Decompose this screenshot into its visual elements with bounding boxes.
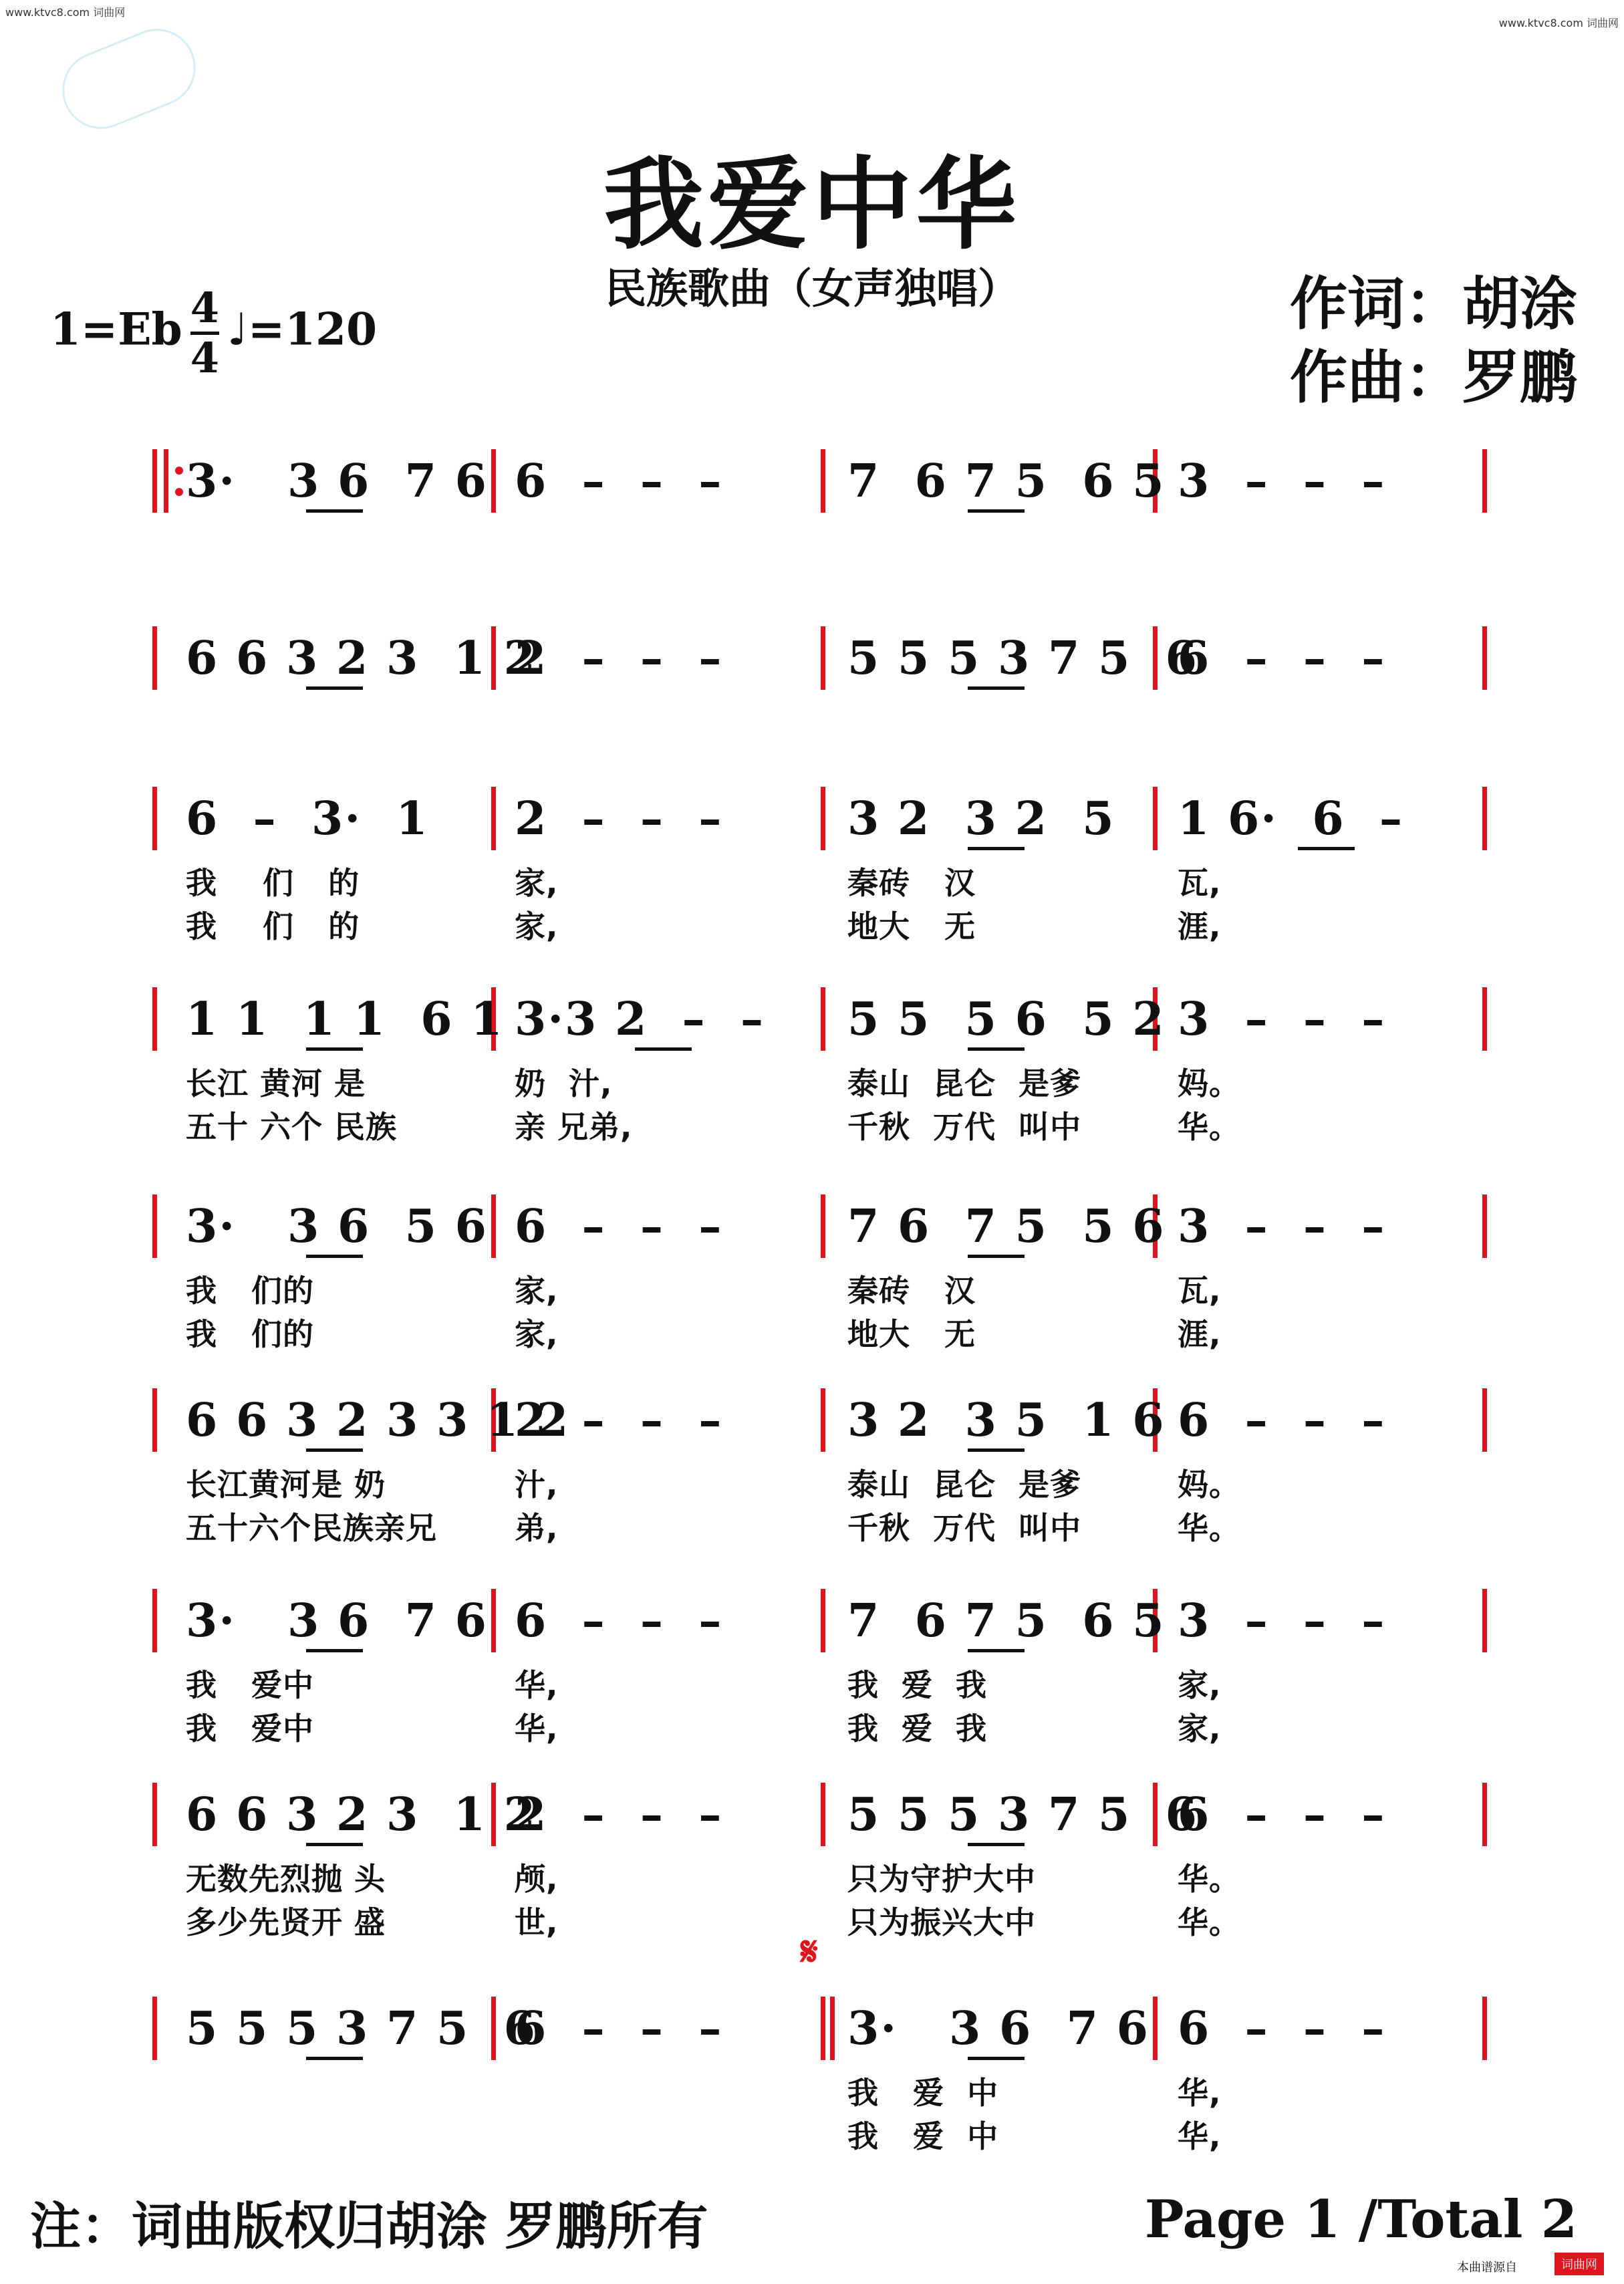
measure-notes: 3· 3 6 7 6 xyxy=(847,2002,1149,2055)
lyric-line: 我 爱 中 xyxy=(847,2075,999,2111)
logo-watermark xyxy=(51,17,207,141)
beam-underline xyxy=(306,1047,363,1051)
barline xyxy=(1482,626,1487,690)
measure-notes: 3 – – – xyxy=(1178,455,1386,508)
site-watermark-left: www.ktvc8.com 词曲网 xyxy=(5,6,126,19)
double-barline xyxy=(830,1997,835,2060)
page-indicator: Page 1 /Total 2 xyxy=(1144,2189,1577,2250)
lyric-line: 妈。 xyxy=(1178,1467,1240,1503)
barline xyxy=(152,1388,157,1452)
measure-notes: 7 6 7 5 5 6 xyxy=(847,1200,1166,1253)
measure-notes: 5 5 5 3 7 5 6 xyxy=(847,1788,1198,1842)
beam-underline xyxy=(968,2057,1025,2060)
lyric-line: 我 爱 我 xyxy=(847,1710,988,1747)
barline xyxy=(1482,1388,1487,1452)
segno-sign: 𝄋 xyxy=(801,1928,818,1975)
time-top: 4 xyxy=(190,283,219,332)
measure-notes: 6 6 3 2 3 1 2 xyxy=(186,632,537,685)
lyric-line: 秦砖 汉 xyxy=(847,1273,976,1309)
barline xyxy=(1153,787,1158,850)
measure-notes: 3·3 2 – – xyxy=(515,993,765,1046)
tempo-marking: ♩=120 xyxy=(227,303,378,356)
barline xyxy=(1482,1783,1487,1846)
key-label: 1=Eb xyxy=(50,303,182,356)
lyric-line: 我 爱中 xyxy=(186,1710,315,1747)
lyric-line: 家, xyxy=(515,865,559,901)
beam-underline xyxy=(1298,847,1355,850)
beam-underline xyxy=(306,2057,363,2060)
beam-underline xyxy=(968,1649,1025,1652)
lyric-line: 华, xyxy=(515,1710,559,1747)
site-watermark-right: www.ktvc8.com 词曲网 xyxy=(1498,17,1619,29)
lyric-line: 我 们 的 xyxy=(186,908,360,944)
barline xyxy=(821,787,825,850)
barline xyxy=(1482,449,1487,513)
barline xyxy=(152,1589,157,1652)
measure-notes: 3 – – – xyxy=(1178,1594,1386,1648)
lyric-line: 五十六个民族亲兄 xyxy=(186,1510,437,1546)
measure-notes: 6 – – – xyxy=(1178,1394,1386,1447)
measure-notes: 5 5 5 3 7 5 6 xyxy=(186,2002,537,2055)
barline xyxy=(821,1388,825,1452)
lyric-line: 长江 黄河 是 xyxy=(186,1065,366,1102)
barline xyxy=(821,1589,825,1652)
beam-underline xyxy=(306,1843,363,1846)
barline xyxy=(152,626,157,690)
barline xyxy=(152,1997,157,2060)
repeat-dot xyxy=(175,467,183,475)
lyric-line: 华。 xyxy=(1178,1510,1240,1546)
barline xyxy=(1482,1997,1487,2060)
barline xyxy=(1482,987,1487,1051)
beam-underline xyxy=(968,847,1025,850)
measure-notes: 6 6 3 2 3 1 2 xyxy=(186,1788,537,1842)
lyric-line: 无数先烈抛 头 xyxy=(186,1861,386,1897)
lyric-line: 汁, xyxy=(515,1467,559,1503)
barline xyxy=(821,1194,825,1258)
beam-underline xyxy=(968,1047,1025,1051)
barline xyxy=(152,1783,157,1846)
repeat-dot xyxy=(175,488,183,496)
barline xyxy=(1153,1997,1158,2060)
lyric-line: 家, xyxy=(515,1316,559,1352)
measure-notes: 6 – – – xyxy=(515,455,723,508)
source-label: 本曲谱源自 xyxy=(1457,2261,1517,2275)
beam-underline xyxy=(968,1255,1025,1258)
lyric-line: 我 爱 我 xyxy=(847,1667,988,1703)
lyric-line: 世, xyxy=(515,1904,559,1940)
barline xyxy=(491,787,496,850)
barline xyxy=(491,1194,496,1258)
measure-notes: 3 – – – xyxy=(1178,993,1386,1046)
measure-notes: 2 – – – xyxy=(515,792,723,846)
lyric-line: 千秋 万代 叫中 xyxy=(847,1109,1082,1145)
measure-notes: 5 5 5 3 7 5 6 xyxy=(847,632,1198,685)
barline xyxy=(1482,1589,1487,1652)
barline xyxy=(1482,1194,1487,1258)
song-subtitle: 民族歌曲（女声独唱） xyxy=(604,264,1019,313)
measure-notes: 6 – – – xyxy=(515,2002,723,2055)
measure-notes: 2 – – – xyxy=(515,632,723,685)
barline xyxy=(821,1783,825,1846)
lyric-line: 地大 无 xyxy=(847,1316,976,1352)
lyric-line: 家, xyxy=(1178,1710,1222,1747)
lyric-line: 颅, xyxy=(515,1861,559,1897)
song-title: 我爱中华 xyxy=(603,147,1021,263)
beam-underline xyxy=(306,509,363,513)
lyric-line: 华。 xyxy=(1178,1861,1240,1897)
barline xyxy=(821,449,825,513)
beam-underline xyxy=(306,1255,363,1258)
measure-notes: 3 – – – xyxy=(1178,1200,1386,1253)
measure-notes: 1 6· 6 – xyxy=(1178,792,1403,846)
lyric-line: 只为守护大中 xyxy=(847,1861,1036,1897)
measure-notes: 2 – – – xyxy=(515,1788,723,1842)
beam-underline xyxy=(968,686,1025,690)
lyric-line: 泰山 昆仑 是爹 xyxy=(847,1467,1082,1503)
time-bottom: 4 xyxy=(190,334,219,382)
measure-notes: 3 2 3 2 5 xyxy=(847,792,1115,846)
measure-notes: 3 2 3 5 1 6 xyxy=(847,1394,1166,1447)
measure-notes: 3· 3 6 7 6 xyxy=(186,455,488,508)
lyric-line: 泰山 昆仑 是爹 xyxy=(847,1065,1082,1102)
lyric-line: 家, xyxy=(1178,1667,1222,1703)
measure-notes: 1 1 1 1 6 1 xyxy=(186,993,504,1046)
lyric-line: 家, xyxy=(515,908,559,944)
barline xyxy=(491,449,496,513)
barline xyxy=(152,787,157,850)
measure-notes: 6 – – – xyxy=(1178,1788,1386,1842)
lyric-line: 我 爱 中 xyxy=(847,2118,999,2154)
barline xyxy=(821,987,825,1051)
beam-underline xyxy=(968,509,1025,513)
lyric-line: 妈。 xyxy=(1178,1065,1240,1102)
lyric-line: 华, xyxy=(515,1667,559,1703)
measure-notes: 7 6 7 5 6 5 xyxy=(847,455,1166,508)
lyric-line: 华。 xyxy=(1178,1109,1240,1145)
measure-notes: 6 – 3· 1 xyxy=(186,792,429,846)
lyric-line: 五十 六个 民族 xyxy=(186,1109,398,1145)
measure-notes: 6 – – – xyxy=(1178,632,1386,685)
barline xyxy=(821,626,825,690)
composer-credit: 作曲：罗鹏 xyxy=(1290,344,1577,411)
lyric-line: 瓦, xyxy=(1178,865,1222,901)
measure-notes: 5 5 5 6 5 2 xyxy=(847,993,1166,1046)
barline xyxy=(152,1194,157,1258)
barline xyxy=(821,1997,825,2060)
source-badge: 词曲网 xyxy=(1554,2253,1604,2275)
lyric-line: 亲 兄弟, xyxy=(515,1109,633,1145)
barline xyxy=(152,449,157,513)
lyric-line: 华, xyxy=(1178,2075,1222,2111)
lyric-line: 秦砖 汉 xyxy=(847,865,976,901)
beam-underline xyxy=(968,1843,1025,1846)
beam-underline xyxy=(635,1047,692,1051)
measure-notes: 7 6 7 5 6 5 xyxy=(847,1594,1166,1648)
repeat-start-barline xyxy=(164,449,168,513)
lyric-line: 奶 汁, xyxy=(515,1065,613,1102)
measure-notes: 2 – – – xyxy=(515,1394,723,1447)
barline xyxy=(491,1589,496,1652)
measure-notes: 6 6 3 2 3 3 1 2 xyxy=(186,1394,570,1447)
lyric-line: 多少先贤开 盛 xyxy=(186,1904,386,1940)
barline xyxy=(152,987,157,1051)
beam-underline xyxy=(306,1448,363,1452)
lyric-line: 我 爱中 xyxy=(186,1667,315,1703)
measure-notes: 6 – – – xyxy=(515,1594,723,1648)
beam-underline xyxy=(306,1649,363,1652)
time-signature xyxy=(190,283,219,382)
beam-underline xyxy=(968,1448,1025,1452)
measure-notes: 6 – – – xyxy=(515,1200,723,1253)
lyric-line: 千秋 万代 叫中 xyxy=(847,1510,1082,1546)
lyric-line: 涯, xyxy=(1178,908,1222,944)
barline xyxy=(1482,787,1487,850)
lyric-line: 只为振兴大中 xyxy=(847,1904,1036,1940)
lyric-line: 长江黄河是 奶 xyxy=(186,1467,386,1503)
lyric-line: 我 们 的 xyxy=(186,865,360,901)
lyric-line: 弟, xyxy=(515,1510,559,1546)
key-signature xyxy=(50,283,378,382)
lyricist-credit: 作词：胡涂 xyxy=(1290,271,1577,338)
beam-underline xyxy=(306,686,363,690)
lyric-line: 我 们的 xyxy=(186,1316,315,1352)
lyric-line: 华, xyxy=(1178,2118,1222,2154)
measure-notes: 3· 3 6 5 6 xyxy=(186,1200,488,1253)
lyric-line: 地大 无 xyxy=(847,908,976,944)
lyric-line: 华。 xyxy=(1178,1904,1240,1940)
lyric-line: 家, xyxy=(515,1273,559,1309)
lyric-line: 涯, xyxy=(1178,1316,1222,1352)
lyric-line: 我 们的 xyxy=(186,1273,315,1309)
copyright-note: 注：词曲版权归胡涂 罗鹏所有 xyxy=(30,2196,708,2256)
measure-notes: 3· 3 6 7 6 xyxy=(186,1594,488,1648)
measure-notes: 6 – – – xyxy=(1178,2002,1386,2055)
lyric-line: 瓦, xyxy=(1178,1273,1222,1309)
